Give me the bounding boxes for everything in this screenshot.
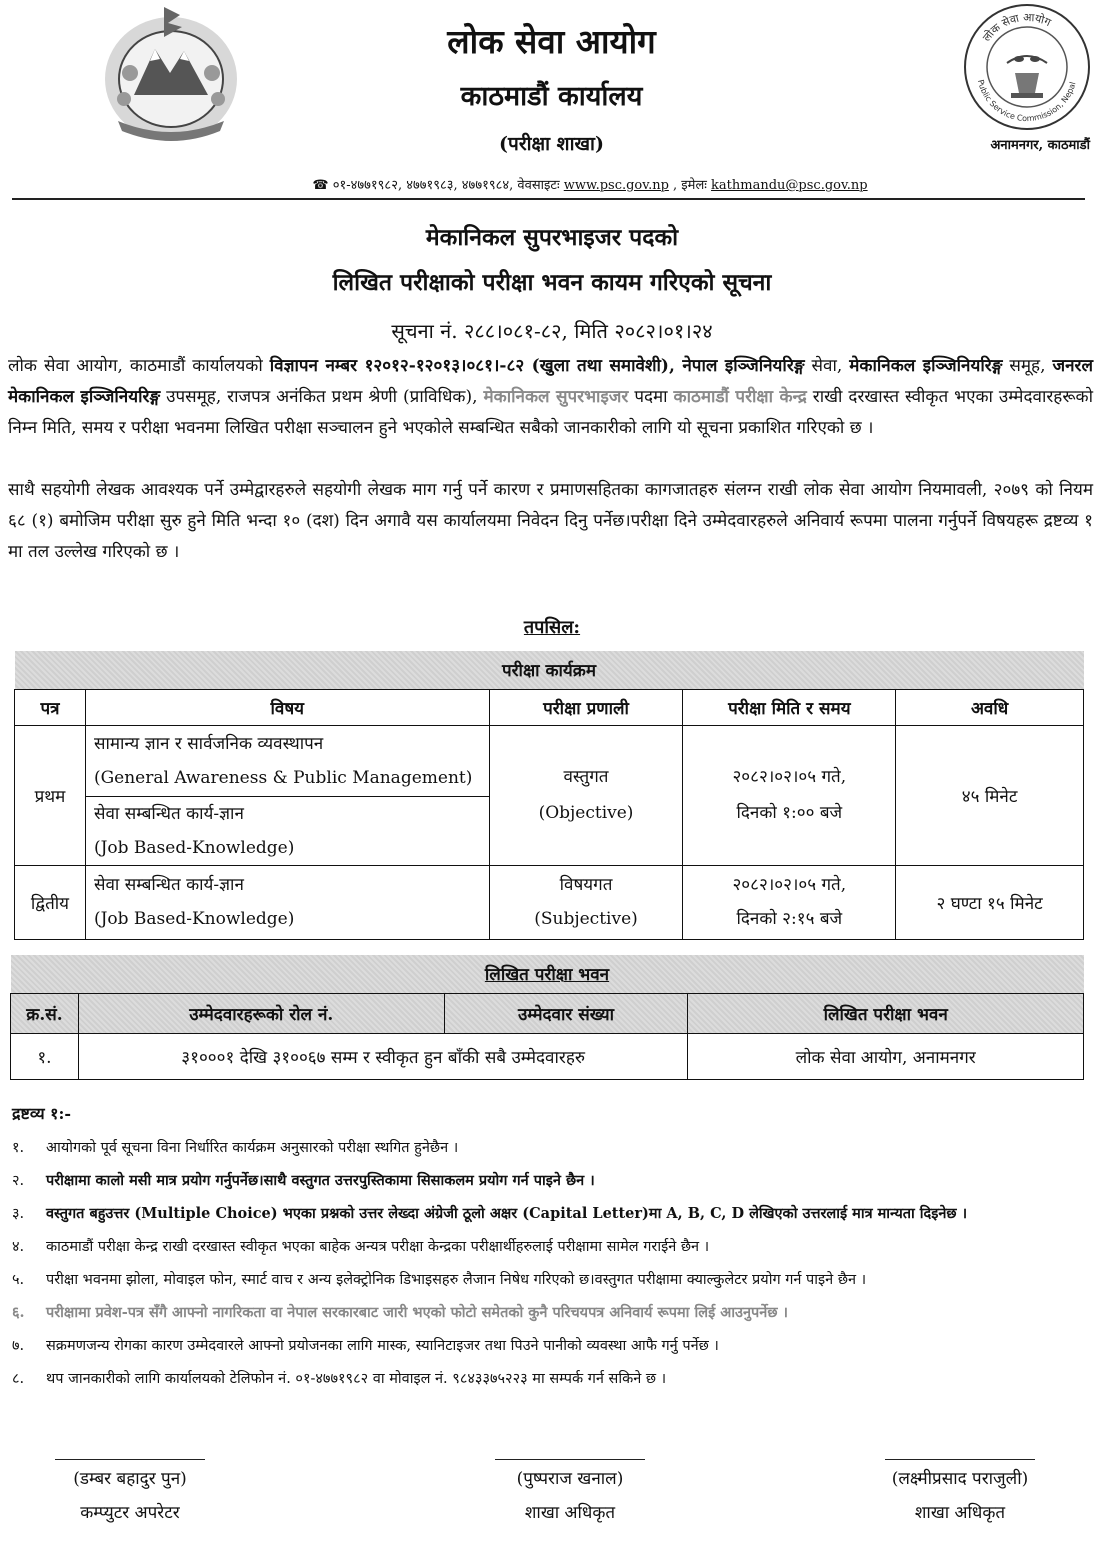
notice-title-2: लिखित परीक्षाको परीक्षा भवन कायम गरिएको सूचना	[332, 269, 772, 296]
schedule-caption: परीक्षा कार्यक्रम	[15, 651, 1084, 689]
col-header-sn: क्र.सं.	[11, 993, 79, 1033]
notes-list	[12, 1136, 1090, 1400]
seal-text-np: लोक सेवा आयोग	[980, 10, 1053, 45]
col-header-subject: विषय	[85, 689, 489, 725]
col-header-datetime: परीक्षा मिति र समय	[683, 689, 896, 725]
hall-rolls: ३१०००१ देखि ३१००६७ सम्म र स्वीकृत हुन बाँकी सबै उम्मेदवारहरु	[78, 1033, 687, 1079]
subject-job-knowledge: सेवा सम्बन्धित कार्य-ज्ञान (Job Based-Knowledge)	[85, 796, 489, 865]
phone-numbers: ०१-४७७१९८२, ४७७१९८३, ४७७१९८४,	[332, 178, 514, 193]
table-row	[15, 725, 1084, 796]
col-header-count: उम्मेदवार संख्या	[444, 993, 688, 1033]
date-second: २०८२।०२।०५ गते, दिनको २:१५ बजे	[683, 865, 896, 939]
notice-paragraph-1: लोक सेवा आयोग, काठमाडौं कार्यालयको विज्ञापन नम्बर १२०१२-१२०१३।०८१।-८२ (खुला तथा समावेशी), नेपाल इञ्जिनियरिङ्ग सेवा, मेकानिकल इञ्जिनियरिङ्ग समूह, जनरल मेकानिकल इञ्जिनियरिङ्ग उपसमूह, राजपत्र अनंकित प्रथम श्रेणी (प्राविधिक), मेकानिकल सुपरभाइजर पदमा काठमाडौं परीक्षा केन्द्र राखी दरखास्त स्वीकृत भएका उम्मेदवारहरूको निम्न मिति, समय र परीक्षा भवनमा लिखित परीक्षा सञ्चालन हुने भएकोले सम्बन्धित सबैको जानकारीको लागि यो सूचना प्रकाशित गरिएको छ ।	[8, 356, 1093, 438]
paper-second: द्वितीय	[15, 865, 86, 939]
email-link[interactable]: kathmandu@psc.gov.np	[711, 178, 868, 193]
org-title: लोक सेवा आयोग	[447, 22, 656, 61]
list-item: २. परीक्षामा कालो मसी मात्र प्रयोग गर्नुपर्नेछ।साथै वस्तुगत उत्तरपुस्तिकामा सिसाकलम प्रयोग गर्न पाइने छैन ।	[12, 1172, 595, 1189]
drastavya-title: द्रष्टव्य १:-	[12, 1104, 72, 1123]
subject-second: सेवा सम्बन्धित कार्य-ज्ञान (Job Based-Knowledge)	[85, 865, 489, 939]
list-item: ३. वस्तुगत बहुउत्तर (Multiple Choice) भएका प्रश्नको उत्तर लेख्दा अंग्रेजी ठूलो अक्षर (Capital Letter)मा A, B, C, D लेखिएको उत्तरलाई मात्र मान्यता दिइनेछ ।	[12, 1205, 968, 1222]
seal-text-en: Public Service Commission, Nepal	[975, 78, 1078, 124]
col-header-system: परीक्षा प्रणाली	[489, 689, 683, 725]
office-title: काठमाडौं कार्यालय	[460, 81, 643, 112]
list-item: १. आयोगको पूर्व सूचना विना निर्धारित कार्यक्रम अनुसारको परीक्षा स्थगित हुनेछैन ।	[12, 1140, 459, 1156]
list-item: ७. सक्रमणजन्य रोगका कारण उम्मेदवारले आफ्नो प्रयोजनका लागि मास्क, स्यानिटाइजर तथा पिउने पानीको व्यवस्था आफै गर्नु पर्नेछ ।	[12, 1338, 719, 1354]
signatory-name: (लक्ष्मीप्रसाद पराजुली)	[891, 1469, 1029, 1489]
hall-sn: १.	[11, 1033, 79, 1079]
office-address: अनामनगर, काठमाडौं	[990, 138, 1090, 153]
psc-seal-logo	[963, 3, 1091, 131]
website-link[interactable]: www.psc.gov.np	[563, 178, 669, 193]
section-title: (परीक्षा शाखा)	[499, 133, 604, 155]
signatory-name: (पुष्पराज खनाल)	[516, 1469, 624, 1489]
col-header-venue: लिखित परीक्षा भवन	[688, 993, 1084, 1033]
list-item: ५. परीक्षा भवनमा झोला, मोवाइल फोन, स्मार्ट वाच र अन्य इलेक्ट्रोनिक डिभाइसहरु लैजान निषेध गरिएको छ।वस्तुगत परीक्षामा क्याल्कुलेटर प्रयोग गर्न पाइने छैन ।	[12, 1272, 867, 1288]
subject-general: सामान्य ज्ञान र सार्वजनिक व्यवस्थापन (General Awareness & Public Management)	[85, 725, 489, 796]
duration-second: २ घण्टा १५ मिनेट	[896, 865, 1084, 939]
notice-title-1: मेकानिकल सुपरभाइजर पदको	[425, 224, 679, 251]
hall-venue: लोक सेवा आयोग, अनामनगर	[688, 1033, 1084, 1079]
col-header-duration: अवधि	[896, 689, 1084, 725]
system-subjective: विषयगत (Subjective)	[489, 865, 683, 939]
list-item: ४. काठमाडौं परीक्षा केन्द्र राखी दरखास्त स्वीकृत भएका बाहेक अन्यत्र परीक्षा केन्द्रका परीक्षार्थीहरुलाई परीक्षामा सामेल गराईने छैन ।	[12, 1239, 710, 1255]
tapsil-heading: तपसिल:	[523, 617, 581, 638]
signature-block	[830, 1459, 1090, 1530]
duration-first: ४५ मिनेट	[896, 725, 1084, 865]
exam-hall-table	[10, 955, 1084, 1080]
header-divider	[12, 198, 1085, 200]
col-header-paper: पत्र	[15, 689, 86, 725]
signatory-title: कम्प्युटर अपरेटर	[80, 1503, 180, 1523]
hall-caption: लिखित परीक्षा भवन	[11, 955, 1084, 993]
signatory-title: शाखा अधिकृत	[914, 1503, 1006, 1523]
list-item: ८. थप जानकारीको लागि कार्यालयको टेलिफोन नं. ०१-४७७१९८२ वा मोवाइल नं. ९८४३३७५२२३ मा सम्पर्क गर्न सकिने छ ।	[12, 1371, 667, 1387]
date-first: २०८२।०२।०५ गते, दिनको १:०० बजे	[683, 725, 896, 865]
list-item: ६. परीक्षामा प्रवेश-पत्र सँगै आफ्नो नागरिकता वा नेपाल सरकारबाट जारी भएको फोटो समेतको कुनै परिचयपत्र अनिवार्य रूपमा लिई आउनुपर्नेछ ।	[12, 1304, 789, 1321]
contact-line	[150, 175, 1030, 193]
notice-number: सूचना नं. २८८।०८१-८२, मिति २०८२।०१।२४	[391, 319, 713, 343]
phone-icon: ☎	[312, 178, 329, 193]
col-header-roll: उम्मेदवारहरूको रोल नं.	[78, 993, 444, 1033]
website-label: वेवसाइटः	[517, 178, 560, 193]
email-label: , इमेलः	[673, 178, 707, 193]
signatory-title: शाखा अधिकृत	[524, 1503, 616, 1523]
exam-schedule-table	[14, 651, 1084, 940]
table-row	[15, 865, 1084, 939]
paper-first: प्रथम	[15, 725, 86, 865]
system-objective: वस्तुगत (Objective)	[489, 725, 683, 865]
signature-block	[0, 1459, 260, 1530]
signature-block	[440, 1459, 700, 1530]
table-row	[11, 1033, 1084, 1079]
signatory-name: (डम्बर बहादुर पुन)	[73, 1469, 187, 1489]
notice-paragraph-2: साथै सहयोगी लेखक आवश्यक पर्ने उम्मेद्वारहरुले सहयोगी लेखक माग गर्नु पर्ने कारण र प्रमाणसहितका कागजातहरु संलग्न राखी लोक सेवा आयोग नियमावली, २०७९ को नियम ६८ (१) बमोजिम परीक्षा सुरु हुने मिति भन्दा १० (दश) दिन अगावै यस कार्यालयमा निवेदन दिनु पर्नेछ।परीक्षा दिने उम्मेदवारहरुले अनिवार्य रूपमा पालना गर्नुपर्ने विषयहरू द्रष्टव्य १ मा तल उल्लेख गरिएको छ ।	[8, 480, 1093, 562]
